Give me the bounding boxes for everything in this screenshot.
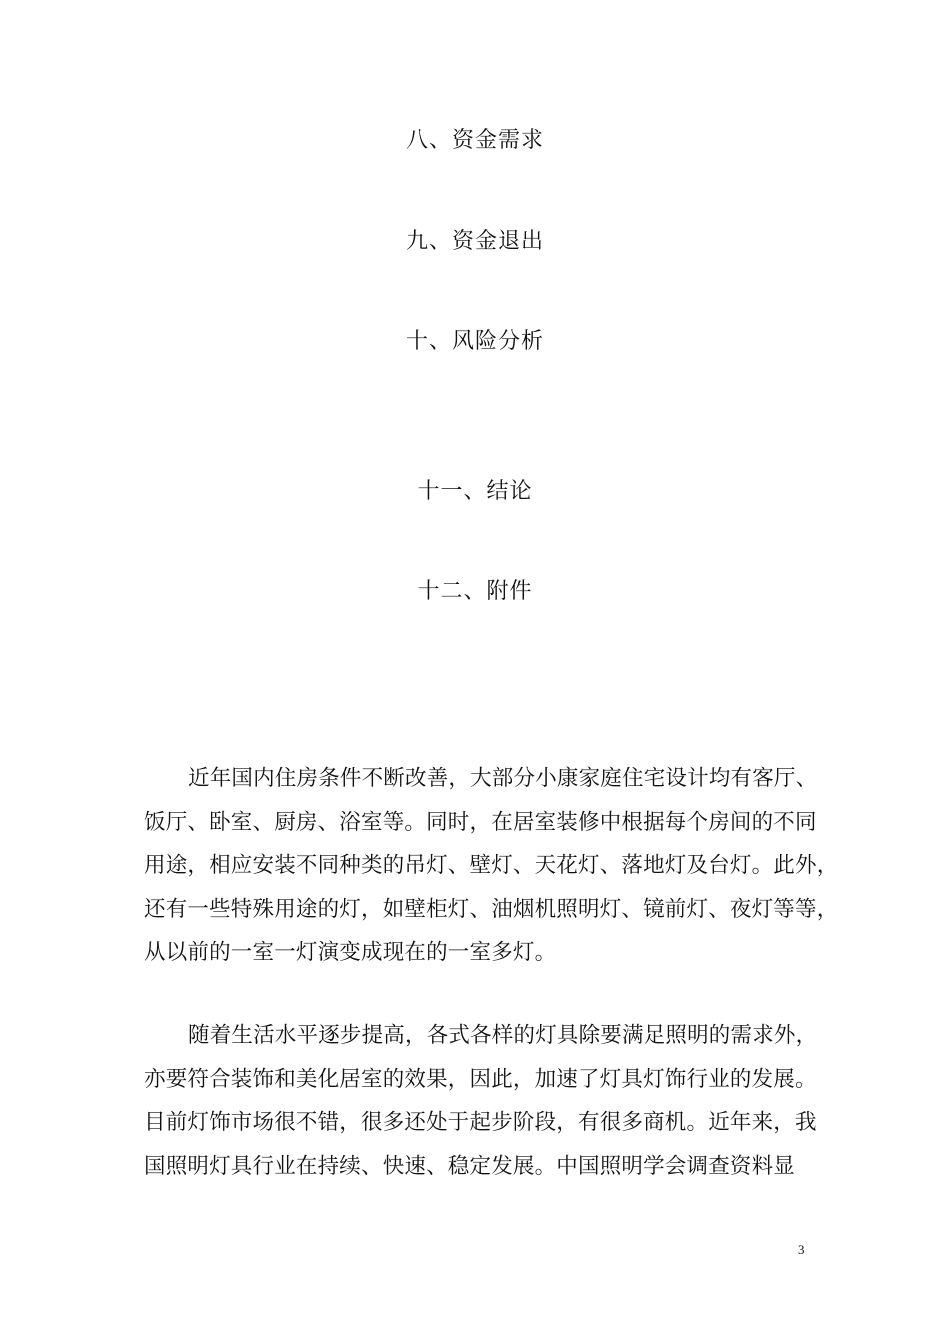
page-number: 3	[798, 1242, 805, 1257]
paragraph-1	[144, 757, 839, 975]
heading-funding-needs: 八、资金需求	[405, 128, 544, 153]
paragraph-line: 亦要符合装饰和美化居室的效果，因此，加速了灯具灯饰行业的发展。	[144, 1066, 817, 1092]
heading-risk-analysis: 十、风险分析	[405, 329, 544, 354]
paragraph-line: 随着生活水平逐步提高，各式各样的灯具除要满足照明的需求外，	[188, 1023, 818, 1048]
heading-conclusion: 十一、结论	[417, 479, 533, 504]
paragraph-line: 目前灯饰市场很不错，很多还处于起步阶段，有很多商机。近年来，我	[144, 1110, 817, 1135]
paragraph-line: 近年国内住房条件不断改善，大部分小康家庭住宅设计均有客厅、	[188, 766, 818, 791]
paragraph-2	[144, 1014, 824, 1188]
heading-appendix: 十二、附件	[417, 579, 533, 604]
paragraph-line: 从以前的一室一灯演变成现在的一室多灯。	[144, 940, 557, 965]
paragraph-line: 国照明灯具行业在持续、快速、稳定发展。中国照明学会调查资料显	[144, 1153, 796, 1179]
heading-funding-exit: 九、资金退出	[405, 229, 544, 254]
paragraph-line: 还有一些特殊用途的灯，如壁柜灯、油烟机照明灯、镜前灯、夜灯等等，	[144, 896, 839, 922]
paragraph-line: 用途，相应安装不同种类的吊灯、壁灯、天花灯、落地灯及台灯。此外，	[144, 853, 839, 878]
paragraph-line: 饭厅、卧室、厨房、浴室等。同时，在居室装修中根据每个房间的不同	[144, 809, 817, 835]
